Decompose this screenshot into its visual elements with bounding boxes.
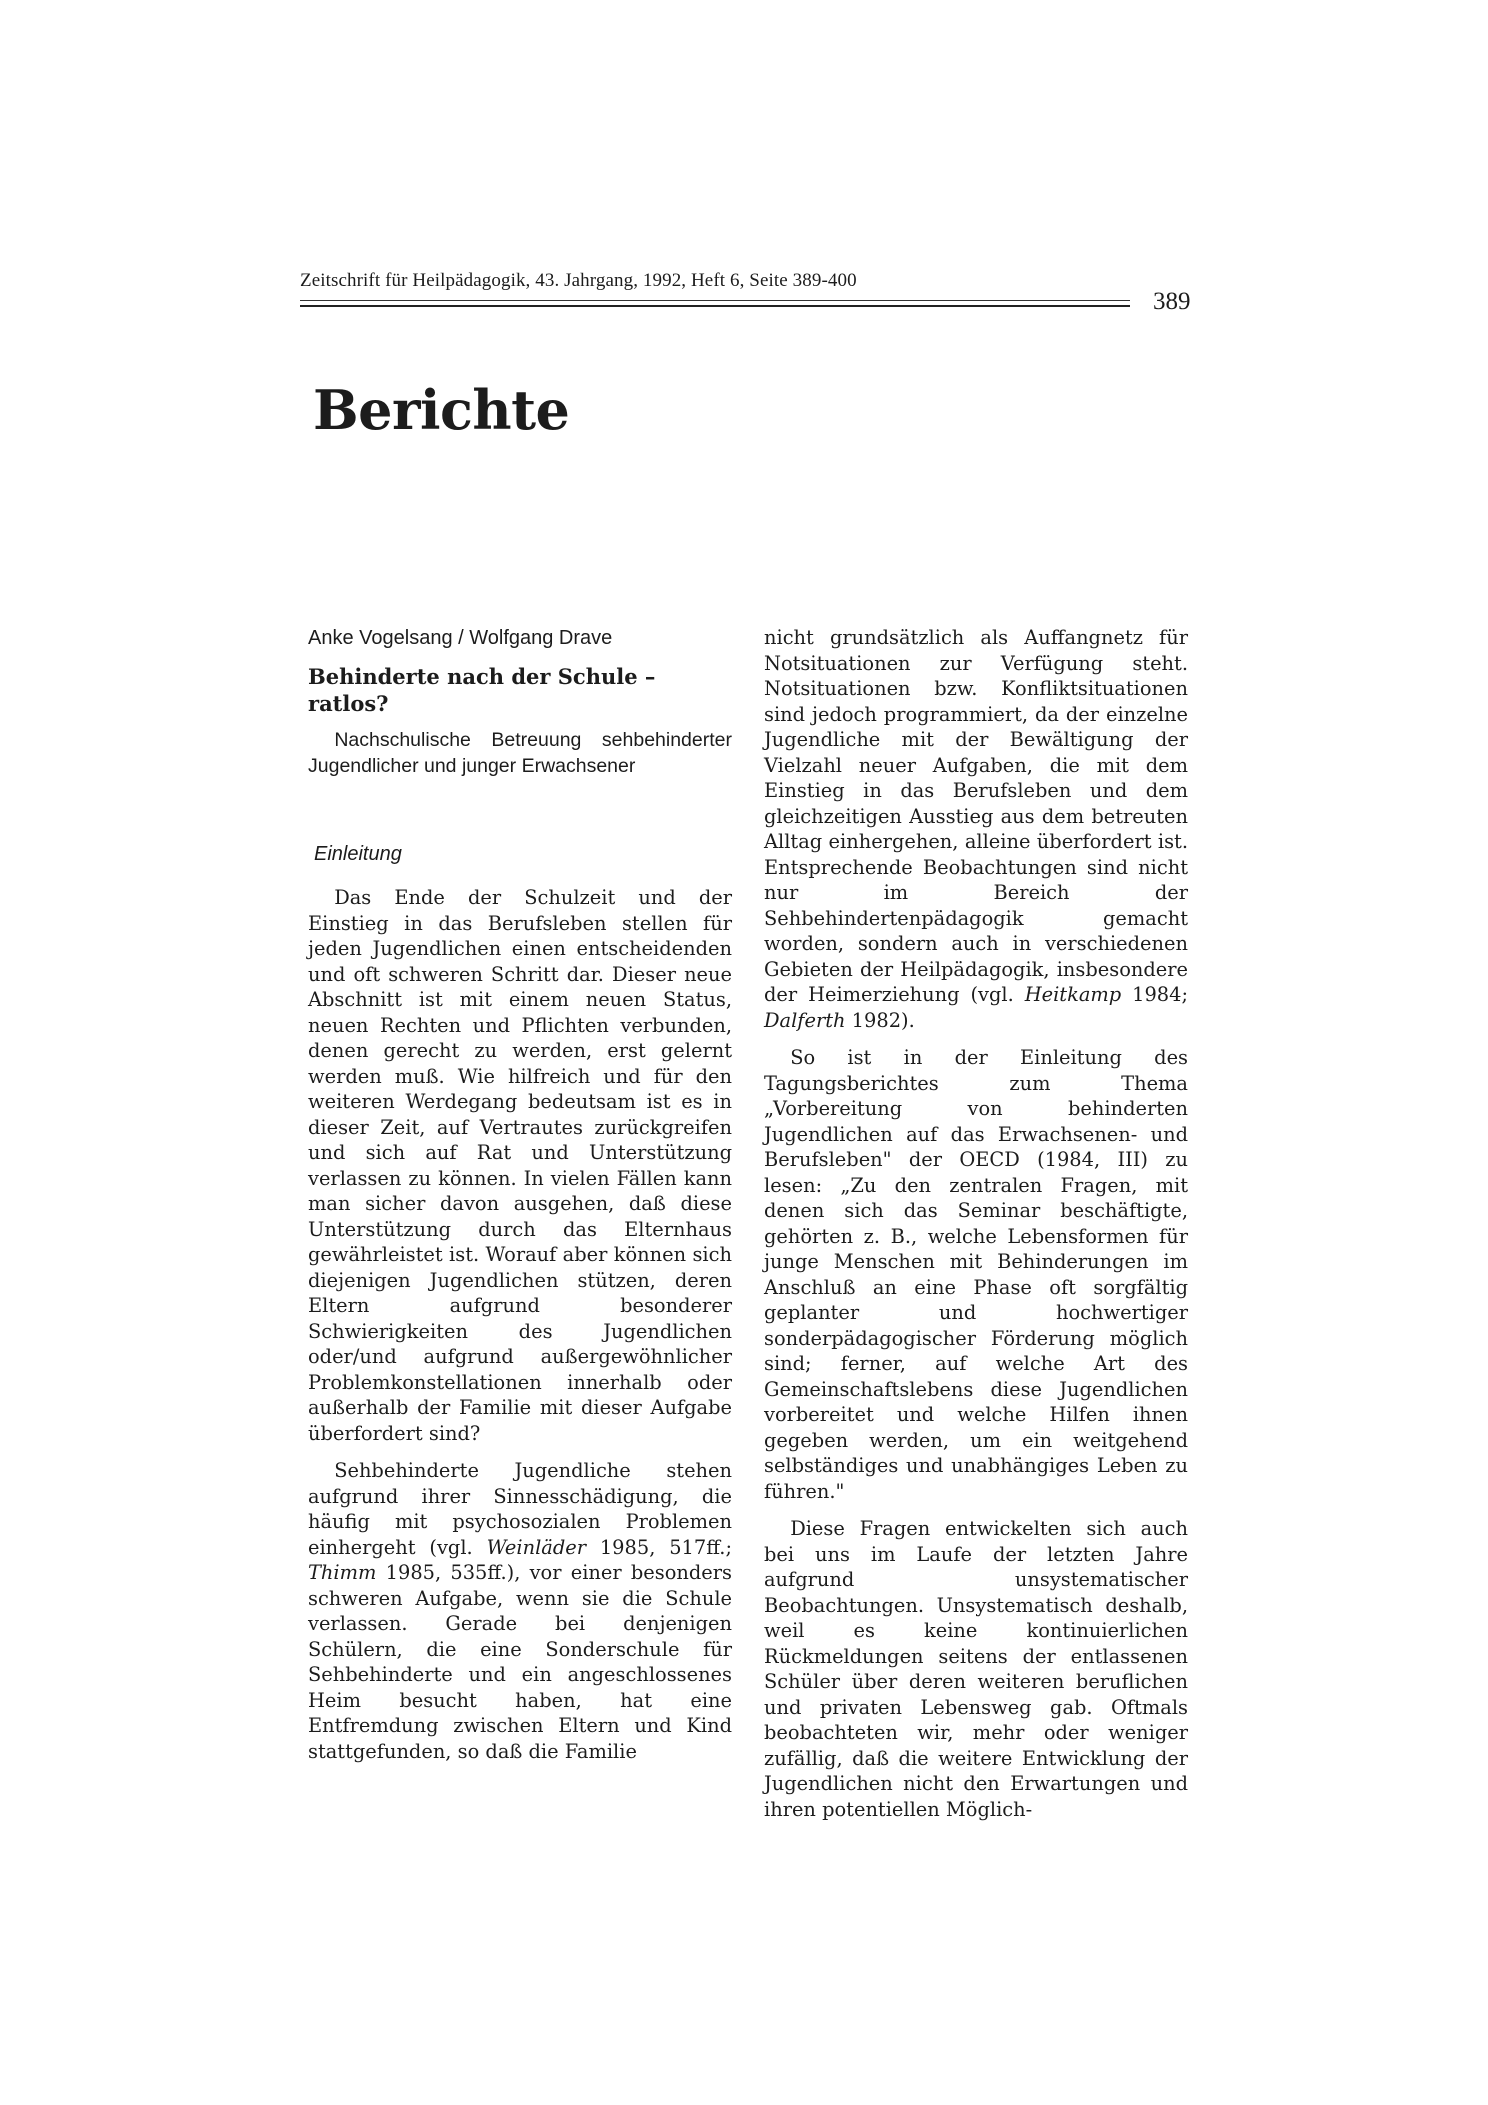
paragraph-1: Das Ende der Schulzeit und der Einstieg in das Berufsleben stellen für jeden Jugendlichen einen entscheidenden und oft schweren Schritt dar. Dieser neue Abschnitt ist mit einem neuen Status, neuen Rechten und Pflichten verbunden, denen gerecht zu werden, erst gelernt werden muß. Wie hilfreich und für den weiteren Werdegang bedeutsam ist es in dieser Zeit, auf Vertrautes zurückgreifen und sich auf Rat und Unterstützung verlassen zu können. In vielen Fällen kann man sicher davon ausgehen, daß diese Unterstützung durch das Elternhaus gewährleistet ist. Worauf aber können sich diejenigen Jugendlichen stützen, deren Eltern aufgrund besonderer Schwierigkeiten des Jugendlichen oder/und aufgrund außergewöhnlicher Problemkonstellationen innerhalb oder außerhalb der Familie mit dieser Aufgabe überfordert sind? [308,886,732,1445]
section-heading-einleitung: Einleitung [314,843,402,865]
paragraph-3 [764,625,1188,1033]
article-subtitle: Nachschulische Betreuung sehbehinderter Jugendlicher und junger Erwachsener [308,729,732,777]
section-title: Berichte [313,378,570,442]
paragraph-3-text-b: 1984; [1121,983,1189,1006]
header-rule-thin [300,300,1130,301]
header-rule-thick [300,305,1130,307]
citation-heitkamp: Heitkamp [1024,983,1122,1006]
paragraph-2 [308,1458,732,1764]
paragraph-4: So ist in der Einleitung des Tagungsberichtes zum Thema „Vorbereitung von behinderten Jugendlichen auf das Erwachsenen- und Berufsleben" der OECD (1984, III) zu lesen: „Zu den zentralen Fragen, mit denen sich das Seminar beschäftigte, gehörten z. B., welche Lebensformen für junge Menschen mit Behinderungen im Anschluß an eine Phase oft sorgfältig geplanter und hochwertiger sonderpädagogischer Förderung möglich sind; ferner, auf welche Art des Gemeinschaftslebens diese Jugendlichen vorbereitet und welche Hilfen ihnen gegeben werden, um ein weitgehend selbständiges und unabhängiges Leben zu führen." [764,1046,1188,1503]
article-title: Behinderte nach der Schule – ratlos? [308,664,656,716]
left-column [308,625,732,1776]
paragraph-2-text-a: Sehbehinderte Jugendliche stehen aufgrund ihrer Sinnesschädigung, die häufig mit psychosozialen Problemen einhergeht (vgl. [308,1459,732,1559]
citation-dalferth: Dalferth [764,1008,846,1032]
paragraph-3-text-a: nicht grundsätzlich als Auffangnetz für Notsituationen zur Verfügung steht. Notsituationen bzw. Konfliktsituationen sind jedoch programmiert, da der einzelne Jugendliche mit der Bewältigung der Vielzahl neuer Aufgaben, die mit dem Einstieg in das Berufsleben und dem gleichzeitigen Ausstieg aus dem betreuten Alltag einhergehen, alleine überfordert ist. Entsprechende Beobachtungen sind nicht nur im Bereich der Sehbehindertenpädagogik gemacht worden, sondern auch in verschiedenen Gebieten der Heilpädagogik, insbesondere der Heimerziehung (vgl. [764,626,1188,1006]
paragraph-5: Diese Fragen entwickelten sich auch bei uns im Laufe der letzten Jahre aufgrund unsystematischer Beobachtungen. Unsystematisch deshalb, weil es keine kontinuierlichen Rückmeldungen seitens der entlassenen Schüler über deren weiteren beruflichen und privaten Lebensweg gab. Oftmals beobachteten wir, mehr oder weniger zufällig, daß die weitere Entwicklung der Jugendlichen nicht den Erwartungen und ihren potentiellen Möglich- [764,1517,1188,1821]
paragraph-2-text-b: 1985, 517ff.; [586,1535,732,1559]
page-number: 389 [1153,288,1191,315]
right-column [764,625,1188,1834]
paragraph-2-text-c: 1985, 535ff.), vor einer besonders schweren Aufgabe, wenn sie die Schule verlassen. Gerade bei denjenigen Schülern, die eine Sonderschule für Sehbehinderte und ein angeschlossenes Heim besucht haben, hat eine Entfremdung zwischen Eltern und Kind stattgefunden, so daß die Familie [308,1561,732,1763]
paragraph-3-text-c: 1982). [845,1008,915,1032]
citation-thimm: Thimm [308,1561,377,1584]
article-authors: Anke Vogelsang / Wolfgang Drave [308,627,613,649]
citation-weinlaeder: Weinläder [486,1535,586,1559]
running-header: Zeitschrift für Heilpädagogik, 43. Jahrgang, 1992, Heft 6, Seite 389-400 [300,270,857,291]
